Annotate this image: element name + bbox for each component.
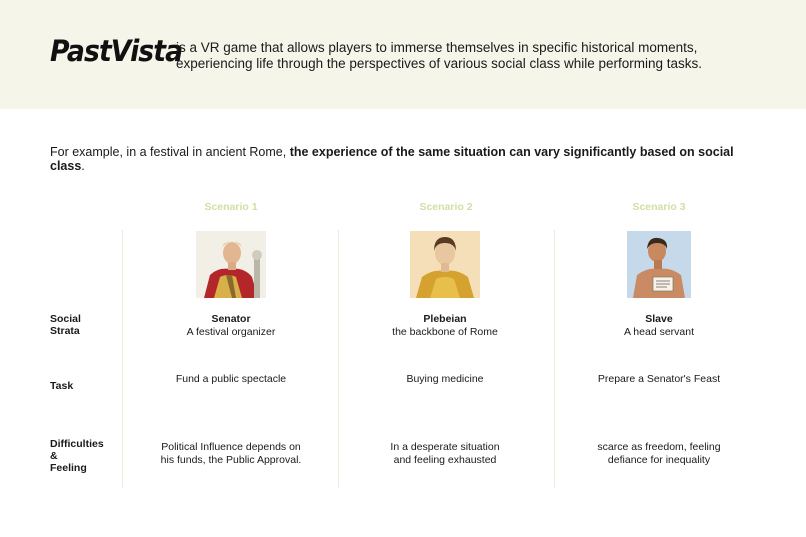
senator-task-cell: Fund a public spectacle [175, 373, 287, 385]
row-label-social-strata-line-2: Strata [50, 325, 80, 337]
slave-task-cell: Prepare a Senator's Feast [597, 373, 721, 385]
row-label-difficulties-line-2: & [50, 450, 58, 462]
plebeian-portrait [410, 231, 480, 298]
pastvista-logo: PastVista [50, 34, 183, 68]
row-label-social-strata [50, 313, 120, 337]
feeling-line-1: scarce as freedom, feeling [597, 441, 721, 453]
plebeian-strata-cell [391, 313, 499, 338]
strata-title: Plebeian [423, 313, 467, 325]
strata-title: Senator [211, 313, 251, 325]
feeling-line-1: Political Influence depends on [161, 441, 301, 453]
senator-portrait [196, 231, 266, 298]
strata-title: Slave [645, 313, 673, 325]
column-divider [338, 230, 339, 488]
intro-text [50, 145, 770, 173]
column-divider [122, 230, 123, 488]
strata-subtitle: A head servant [623, 325, 695, 338]
intro-end: . [81, 159, 85, 173]
feeling-line-2: defiance for inequality [607, 453, 711, 466]
strata-subtitle: the backbone of Rome [392, 325, 498, 338]
plebeian-feeling-cell [350, 441, 540, 466]
senator-feeling-cell [136, 441, 326, 466]
intro-plain: For example, in a festival in ancient Rome, [50, 145, 290, 159]
row-label-difficulties-line-3: Feeling [50, 462, 87, 474]
slave-portrait [627, 231, 697, 298]
row-label-difficulties [50, 438, 120, 474]
scenario-3-heading: Scenario 3 [632, 201, 686, 213]
tagline-line-2: experiencing life through the perspectives of various social class while performing tasks. [176, 56, 703, 71]
strata-subtitle: A festival organizer [186, 325, 276, 338]
row-label-difficulties-line-1: Difficulties [50, 438, 104, 450]
column-divider [554, 230, 555, 488]
tagline [176, 40, 786, 72]
row-label-task: Task [50, 380, 74, 392]
scenario-2-heading: Scenario 2 [419, 201, 473, 213]
feeling-line-1: In a desperate situation [390, 441, 500, 453]
slave-strata-cell [564, 313, 754, 338]
scenario-1-heading: Scenario 1 [204, 201, 258, 213]
senator-strata-cell [136, 313, 326, 338]
plebeian-task-cell: Buying medicine [406, 373, 484, 385]
slave-feeling-cell [564, 441, 754, 466]
feeling-line-2: his funds, the Public Approval. [160, 453, 302, 466]
intro-bold: the experience of the same situation can vary significantly based on social class [50, 145, 734, 173]
tagline-line-1: is a VR game that allows players to immerse themselves in specific historical moments, [176, 40, 698, 55]
row-label-social-strata-line-1: Social [50, 313, 81, 325]
feeling-line-2: and feeling exhausted [393, 453, 497, 466]
